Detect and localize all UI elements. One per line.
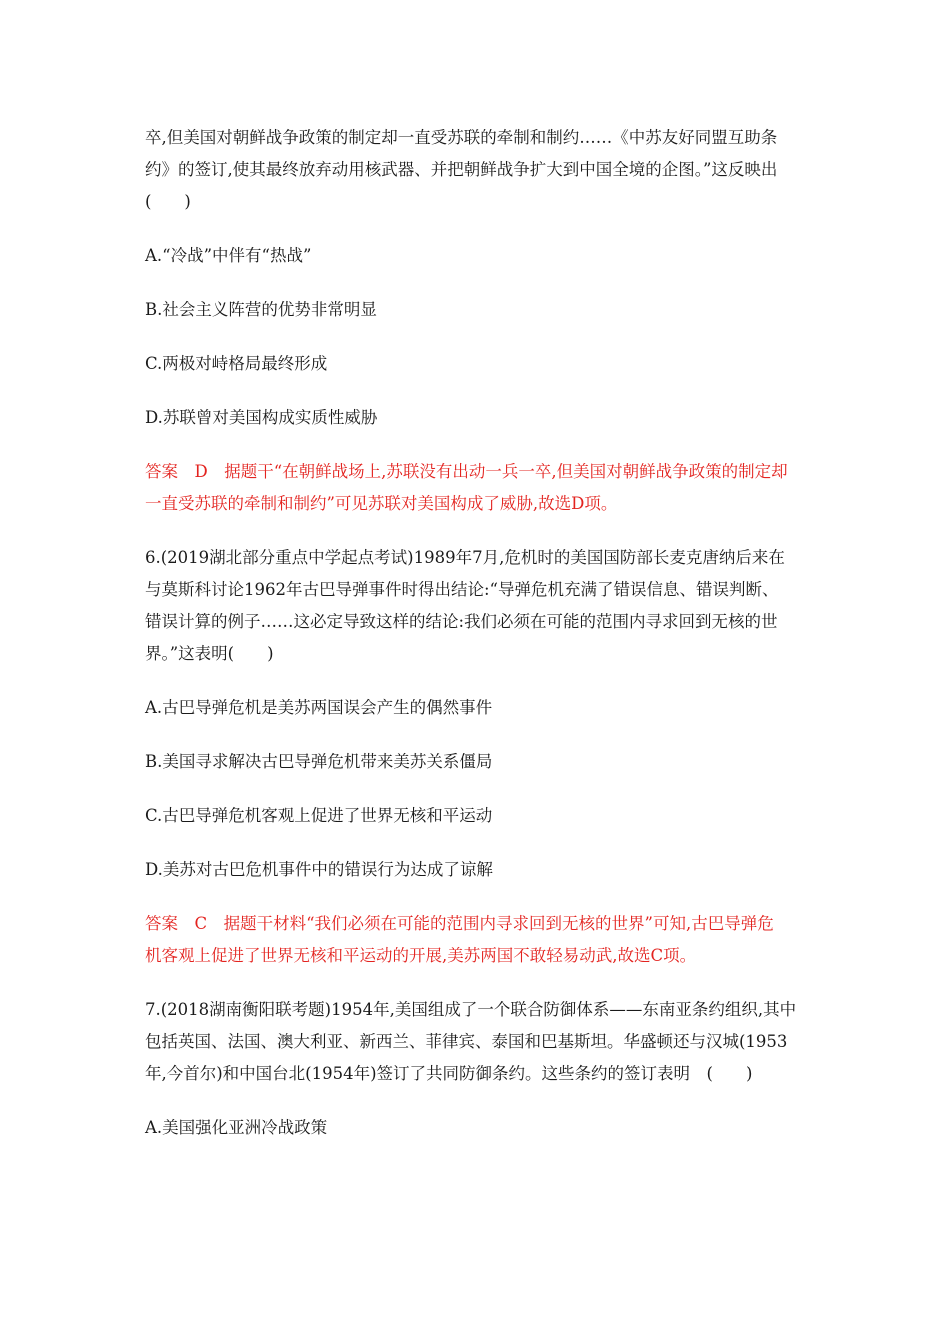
question-5 xyxy=(145,122,810,520)
question-text-line: 7.(2018湖南衡阳联考题)1954年,美国组成了一个联合防御体系——东南亚条约组织,其中 xyxy=(145,1000,797,1019)
question-text-line: 包括英国、法国、澳大利亚、新西兰、菲律宾、泰国和巴基斯坦。华盛顿还与汉城(1953 xyxy=(145,1032,788,1051)
answer-line: 答案 D 据题干“在朝鲜战场上,苏联没有出动一兵一卒,但美国对朝鲜战争政策的制定却 xyxy=(145,462,788,481)
option-c: C.古巴导弹危机客观上促进了世界无核和平运动 xyxy=(145,806,493,825)
question-7 xyxy=(145,994,810,1144)
option-a: A.“冷战”中伴有“热战” xyxy=(145,246,312,265)
question-text-line: 与莫斯科讨论1962年古巴导弹事件时得出结论:“导弹危机充满了错误信息、错误判断、 xyxy=(145,580,779,599)
question-text-line: ( ) xyxy=(145,192,191,211)
question-6 xyxy=(145,542,810,972)
option-a: A.古巴导弹危机是美苏两国误会产生的偶然事件 xyxy=(145,698,493,717)
option-d: D.美苏对古巴危机事件中的错误行为达成了谅解 xyxy=(145,860,493,879)
option-c: C.两极对峙格局最终形成 xyxy=(145,354,328,373)
option-b: B.美国寻求解决古巴导弹危机带来美苏关系僵局 xyxy=(145,752,493,771)
option-d: D.苏联曾对美国构成实质性威胁 xyxy=(145,408,378,427)
answer-line: 机客观上促进了世界无核和平运动的开展,美苏两国不敢轻易动武,故选C项。 xyxy=(145,946,697,965)
document-content xyxy=(145,122,810,1144)
option-b: B.社会主义阵营的优势非常明显 xyxy=(145,300,377,319)
question-text-line: 6.(2019湖北部分重点中学起点考试)1989年7月,危机时的美国国防部长麦克唐纳后来在 xyxy=(145,548,785,567)
question-text-line: 卒,但美国对朝鲜战争政策的制定却一直受苏联的牵制和制约……《中苏友好同盟互助条 xyxy=(145,128,778,147)
question-text-line: 约》的签订,使其最终放弃动用核武器、并把朝鲜战争扩大到中国全境的企图。”这反映出 xyxy=(145,160,778,179)
question-text-line: 错误计算的例子……这必定导致这样的结论:我们必须在可能的范围内寻求回到无核的世 xyxy=(145,612,778,631)
answer-line: 答案 C 据题干材料“我们必须在可能的范围内寻求回到无核的世界”可知,古巴导弹危 xyxy=(145,914,774,933)
option-a: A.美国强化亚洲冷战政策 xyxy=(145,1118,328,1137)
answer-line: 一直受苏联的牵制和制约”可见苏联对美国构成了威胁,故选D项。 xyxy=(145,494,618,513)
question-text-line: 年,今首尔)和中国台北(1954年)签订了共同防御条约。这些条约的签订表明 ( ) xyxy=(145,1064,753,1083)
question-text-line: 界。”这表明( ) xyxy=(145,644,274,663)
